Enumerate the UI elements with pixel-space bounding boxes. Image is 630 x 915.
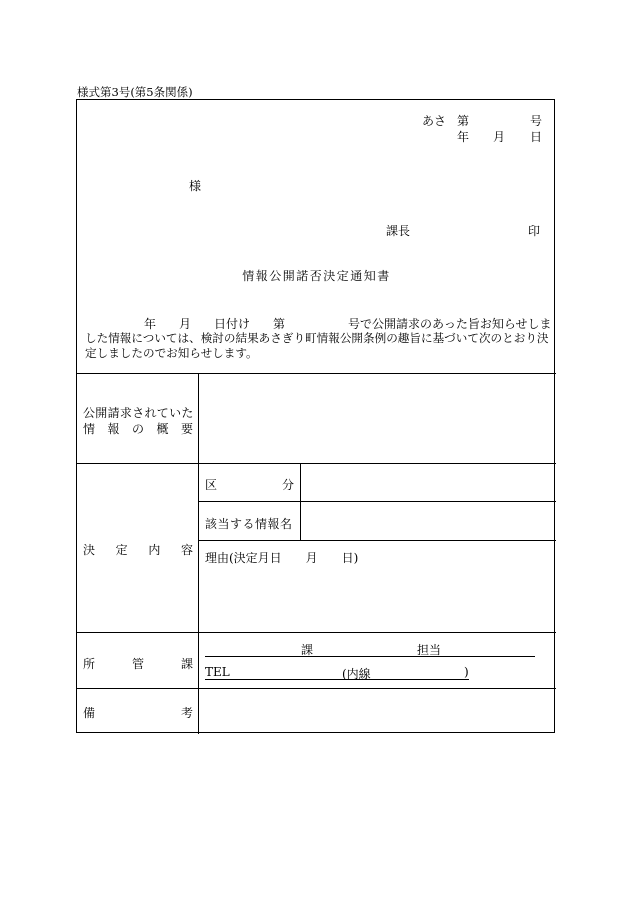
body-day-dated: 日付け bbox=[214, 317, 251, 331]
row3-char: 管 bbox=[131, 657, 144, 671]
row3-char: 所 bbox=[83, 657, 96, 671]
body-line2: した情報については、検討の結果あさぎり町情報公開条例の趣旨に基づいて次のとおり決 bbox=[85, 331, 549, 345]
body-year: 年 bbox=[144, 317, 157, 331]
row1-label-line1: 公開請求されていた bbox=[83, 406, 194, 420]
row2-label bbox=[83, 541, 193, 558]
row1-char: 報 bbox=[107, 422, 120, 436]
body-month: 月 bbox=[179, 317, 192, 331]
row2-char: 容 bbox=[180, 543, 193, 557]
row4-label bbox=[83, 704, 193, 721]
seal-mark: 印 bbox=[528, 224, 541, 238]
row3-bottom-border bbox=[77, 688, 556, 689]
department-underline bbox=[205, 656, 535, 657]
row1-char: の bbox=[131, 422, 144, 436]
row3-char: 課 bbox=[180, 657, 193, 671]
tel-underline bbox=[205, 679, 469, 680]
sender-title: 課長 bbox=[386, 224, 411, 238]
table-top-border bbox=[77, 373, 556, 374]
row1-char: 要 bbox=[180, 422, 193, 436]
doc-number-dai: 第 bbox=[457, 114, 470, 128]
form-number-label: 様式第3号(第5条関係) bbox=[77, 85, 193, 99]
document-title: 情報公開諾否決定通知書 bbox=[242, 269, 391, 283]
naisen-open: (内線 bbox=[342, 667, 371, 681]
row2-char: 決 bbox=[83, 543, 96, 557]
row2-char: 内 bbox=[148, 543, 161, 557]
tanto-label: 担当 bbox=[417, 643, 442, 657]
row2-bottom-border bbox=[77, 632, 556, 633]
reason-label: 理由(決定月日 月 日) bbox=[205, 551, 359, 565]
row1-char: 概 bbox=[156, 422, 169, 436]
kubun-char: 区 bbox=[205, 478, 218, 492]
department-ka: 課 bbox=[301, 643, 314, 657]
tel-label: TEL bbox=[205, 665, 230, 679]
row1-bottom-border bbox=[77, 463, 556, 464]
kubun-label bbox=[205, 476, 294, 493]
row4-char: 考 bbox=[180, 706, 193, 720]
recipient-sama: 様 bbox=[189, 179, 202, 193]
subfield-column-border bbox=[300, 463, 301, 540]
date-month: 月 bbox=[493, 130, 506, 144]
body-line1-rest: 号で公開請求のあった旨お知らせしま bbox=[348, 317, 552, 331]
row1-char: 情 bbox=[83, 422, 96, 436]
info-name-label: 該当する情報名 bbox=[205, 517, 293, 531]
kubun-char: 分 bbox=[281, 478, 294, 492]
row2-char: 定 bbox=[115, 543, 128, 557]
notice-sheet bbox=[76, 99, 555, 733]
row1-label-line2 bbox=[83, 420, 193, 437]
kubun-bottom-border bbox=[199, 501, 556, 502]
doc-number-go: 号 bbox=[530, 114, 543, 128]
info-name-bottom-border bbox=[199, 540, 556, 541]
body-dai: 第 bbox=[273, 317, 286, 331]
naisen-close: ) bbox=[464, 665, 469, 679]
row4-char: 備 bbox=[83, 706, 96, 720]
date-day: 日 bbox=[530, 130, 543, 144]
issuer-prefix: あさ bbox=[422, 114, 447, 128]
row3-label bbox=[83, 655, 193, 672]
date-year: 年 bbox=[457, 130, 470, 144]
label-column-border bbox=[198, 373, 199, 734]
body-line3: 定しましたのでお知らせします。 bbox=[85, 346, 258, 360]
